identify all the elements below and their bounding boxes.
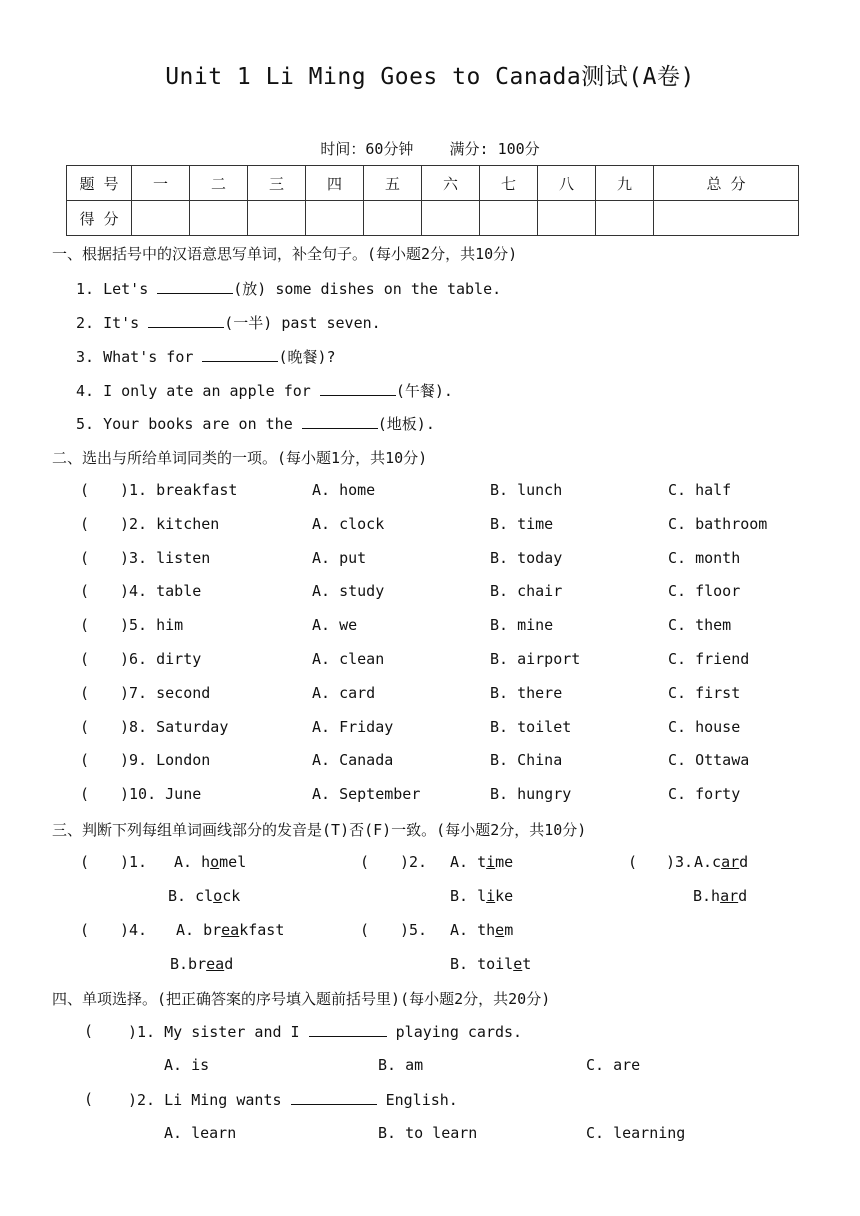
option-b: B.hard: [693, 887, 748, 905]
section-1-heading: 一、根据括号中的汉语意思写单词，补全句子。(每小题2分，共10分): [52, 245, 518, 263]
answer-blank[interactable]: [202, 347, 278, 362]
answer-blank[interactable]: [291, 1090, 377, 1105]
option-c[interactable]: C. first: [668, 684, 741, 702]
option-a: A. homel: [174, 853, 247, 871]
option-a[interactable]: A. Canada: [312, 751, 394, 769]
option-c[interactable]: C. month: [668, 549, 741, 567]
answer-blank[interactable]: [302, 414, 378, 429]
score-header-cell: 二: [190, 166, 248, 201]
option-a: A. time: [450, 853, 514, 871]
answer-paren[interactable]: (: [628, 853, 638, 871]
score-cell[interactable]: [422, 201, 480, 236]
question-word: )4. table: [120, 582, 202, 600]
question-word: )6. dirty: [120, 650, 202, 668]
option-b[interactable]: B. there: [490, 684, 563, 702]
answer-paren[interactable]: (: [80, 515, 90, 533]
option-b[interactable]: B. hungry: [490, 785, 572, 803]
option-a[interactable]: A. put: [312, 549, 367, 567]
answer-paren[interactable]: (: [80, 853, 90, 871]
question-text: (地板).: [377, 415, 435, 433]
question-word: )8. Saturday: [120, 718, 229, 736]
score-cell[interactable]: [654, 201, 799, 236]
score-cell[interactable]: [132, 201, 190, 236]
option-c[interactable]: C. are: [586, 1056, 641, 1074]
score-cell[interactable]: [538, 201, 596, 236]
section-4-heading: 四、单项选择。(把正确答案的序号填入题前括号里)(每小题2分，共20分): [52, 990, 551, 1008]
option-c[interactable]: C. friend: [668, 650, 750, 668]
option-b[interactable]: B. toilet: [490, 718, 572, 736]
fill-question-1: [76, 278, 501, 299]
option-c[interactable]: C. floor: [668, 582, 741, 600]
question-text: 3. What's for: [76, 348, 203, 366]
option-c[interactable]: C. them: [668, 616, 732, 634]
question-text: 4. I only ate an apple for: [76, 382, 320, 400]
score-cell[interactable]: [306, 201, 364, 236]
score-header-cell: 七: [480, 166, 538, 201]
option-a[interactable]: A. is: [164, 1056, 210, 1074]
answer-paren[interactable]: (: [80, 718, 90, 736]
question-word: )1. breakfast: [120, 481, 238, 499]
answer-paren[interactable]: (: [80, 751, 90, 769]
page-title: Unit 1 Li Ming Goes to Canada测试(A卷): [165, 64, 695, 90]
choice-question-1: )1. My sister and I playing cards.: [128, 1023, 523, 1041]
score-header-cell: 八: [538, 166, 596, 201]
question-number: )4.: [120, 921, 148, 939]
answer-paren[interactable]: (: [84, 1090, 94, 1108]
score-cell[interactable]: [364, 201, 422, 236]
score-cell[interactable]: [480, 201, 538, 236]
option-a[interactable]: A. clean: [312, 650, 385, 668]
answer-paren[interactable]: (: [80, 616, 90, 634]
score-header-cell: 三: [248, 166, 306, 201]
score-table-score-row: [67, 201, 799, 236]
question-text: (放) some dishes on the table.: [233, 280, 502, 298]
option-a[interactable]: A. September: [312, 785, 421, 803]
answer-blank[interactable]: [157, 279, 233, 294]
option-b[interactable]: B. lunch: [490, 481, 563, 499]
fill-question-3: [76, 346, 336, 367]
answer-paren[interactable]: (: [80, 921, 90, 939]
fill-question-5: [76, 413, 435, 434]
option-a[interactable]: A. clock: [312, 515, 385, 533]
option-b[interactable]: B. mine: [490, 616, 554, 634]
question-number: )2.: [400, 853, 428, 871]
option-b[interactable]: B. am: [378, 1056, 424, 1074]
score-header-cell: 九: [596, 166, 654, 201]
option-b: B.bread: [170, 955, 234, 973]
answer-paren[interactable]: (: [80, 785, 90, 803]
score-header-cell: 四: [306, 166, 364, 201]
score-header-cell: 五: [364, 166, 422, 201]
fill-question-2: [76, 312, 381, 333]
option-a[interactable]: A. card: [312, 684, 376, 702]
answer-paren[interactable]: (: [80, 549, 90, 567]
question-text: (晚餐)?: [278, 348, 336, 366]
answer-paren[interactable]: (: [84, 1022, 94, 1040]
option-b[interactable]: B. time: [490, 515, 554, 533]
exam-info: 时间：60分钟 满分: 100分: [320, 140, 540, 158]
option-a: A. breakfast: [176, 921, 285, 939]
option-c[interactable]: C. forty: [668, 785, 741, 803]
question-word: )3. listen: [120, 549, 211, 567]
option-a[interactable]: A. we: [312, 616, 358, 634]
answer-blank[interactable]: [309, 1022, 387, 1037]
option-a[interactable]: A. Friday: [312, 718, 394, 736]
score-row-label: 得 分: [67, 201, 132, 236]
option-a[interactable]: A. learn: [164, 1124, 237, 1142]
score-table: [66, 165, 799, 236]
option-b: B. clock: [168, 887, 241, 905]
option-c[interactable]: C. learning: [586, 1124, 686, 1142]
score-header-cell: 六: [422, 166, 480, 201]
score-cell[interactable]: [190, 201, 248, 236]
question-word: )9. London: [120, 751, 211, 769]
section-2-heading: 二、选出与所给单词同类的一项。(每小题1分，共10分): [52, 449, 428, 467]
question-text: (一半) past seven.: [224, 314, 381, 332]
score-cell[interactable]: [248, 201, 306, 236]
option-a[interactable]: A. home: [312, 481, 376, 499]
answer-paren[interactable]: (: [80, 582, 90, 600]
answer-paren[interactable]: (: [360, 853, 370, 871]
score-header-cell: 总 分: [654, 166, 799, 201]
option-c[interactable]: C. Ottawa: [668, 751, 750, 769]
answer-paren[interactable]: (: [80, 481, 90, 499]
score-cell[interactable]: [596, 201, 654, 236]
fill-question-4: [76, 380, 453, 401]
score-header-cell: 题 号: [67, 166, 132, 201]
option-a: A.card: [694, 853, 749, 871]
option-c[interactable]: C. half: [668, 481, 732, 499]
answer-paren[interactable]: (: [80, 650, 90, 668]
section-3-heading: 三、判断下列每组单词画线部分的发音是(T)否(F)一致。(每小题2分，共10分): [52, 821, 587, 839]
question-number: )5.: [400, 921, 428, 939]
option-b[interactable]: B. chair: [490, 582, 563, 600]
option-b[interactable]: B. airport: [490, 650, 581, 668]
question-text: 2. It's: [76, 314, 149, 332]
question-text: (午餐).: [395, 382, 453, 400]
option-a: A. them: [450, 921, 514, 939]
question-text: 1. Let's: [76, 280, 158, 298]
option-b: B. toilet: [450, 955, 532, 973]
option-a[interactable]: A. study: [312, 582, 385, 600]
question-word: )2. kitchen: [120, 515, 220, 533]
option-c[interactable]: C. house: [668, 718, 741, 736]
question-word: )7. second: [120, 684, 211, 702]
option-b: B. like: [450, 887, 514, 905]
score-table-header-row: [67, 166, 799, 201]
answer-paren[interactable]: (: [80, 684, 90, 702]
answer-paren[interactable]: (: [360, 921, 370, 939]
question-word: )10. June: [120, 785, 202, 803]
question-number: )1.: [120, 853, 148, 871]
option-b[interactable]: B. China: [490, 751, 563, 769]
choice-question-2: )2. Li Ming wants English.: [128, 1091, 458, 1109]
question-number: )3.: [666, 853, 694, 871]
question-text: 5. Your books are on the: [76, 415, 302, 433]
answer-blank[interactable]: [320, 381, 396, 396]
question-word: )5. him: [120, 616, 184, 634]
answer-blank[interactable]: [148, 313, 224, 328]
option-b[interactable]: B. today: [490, 549, 563, 567]
option-b[interactable]: B. to learn: [378, 1124, 478, 1142]
option-c[interactable]: C. bathroom: [668, 515, 768, 533]
score-header-cell: 一: [132, 166, 190, 201]
